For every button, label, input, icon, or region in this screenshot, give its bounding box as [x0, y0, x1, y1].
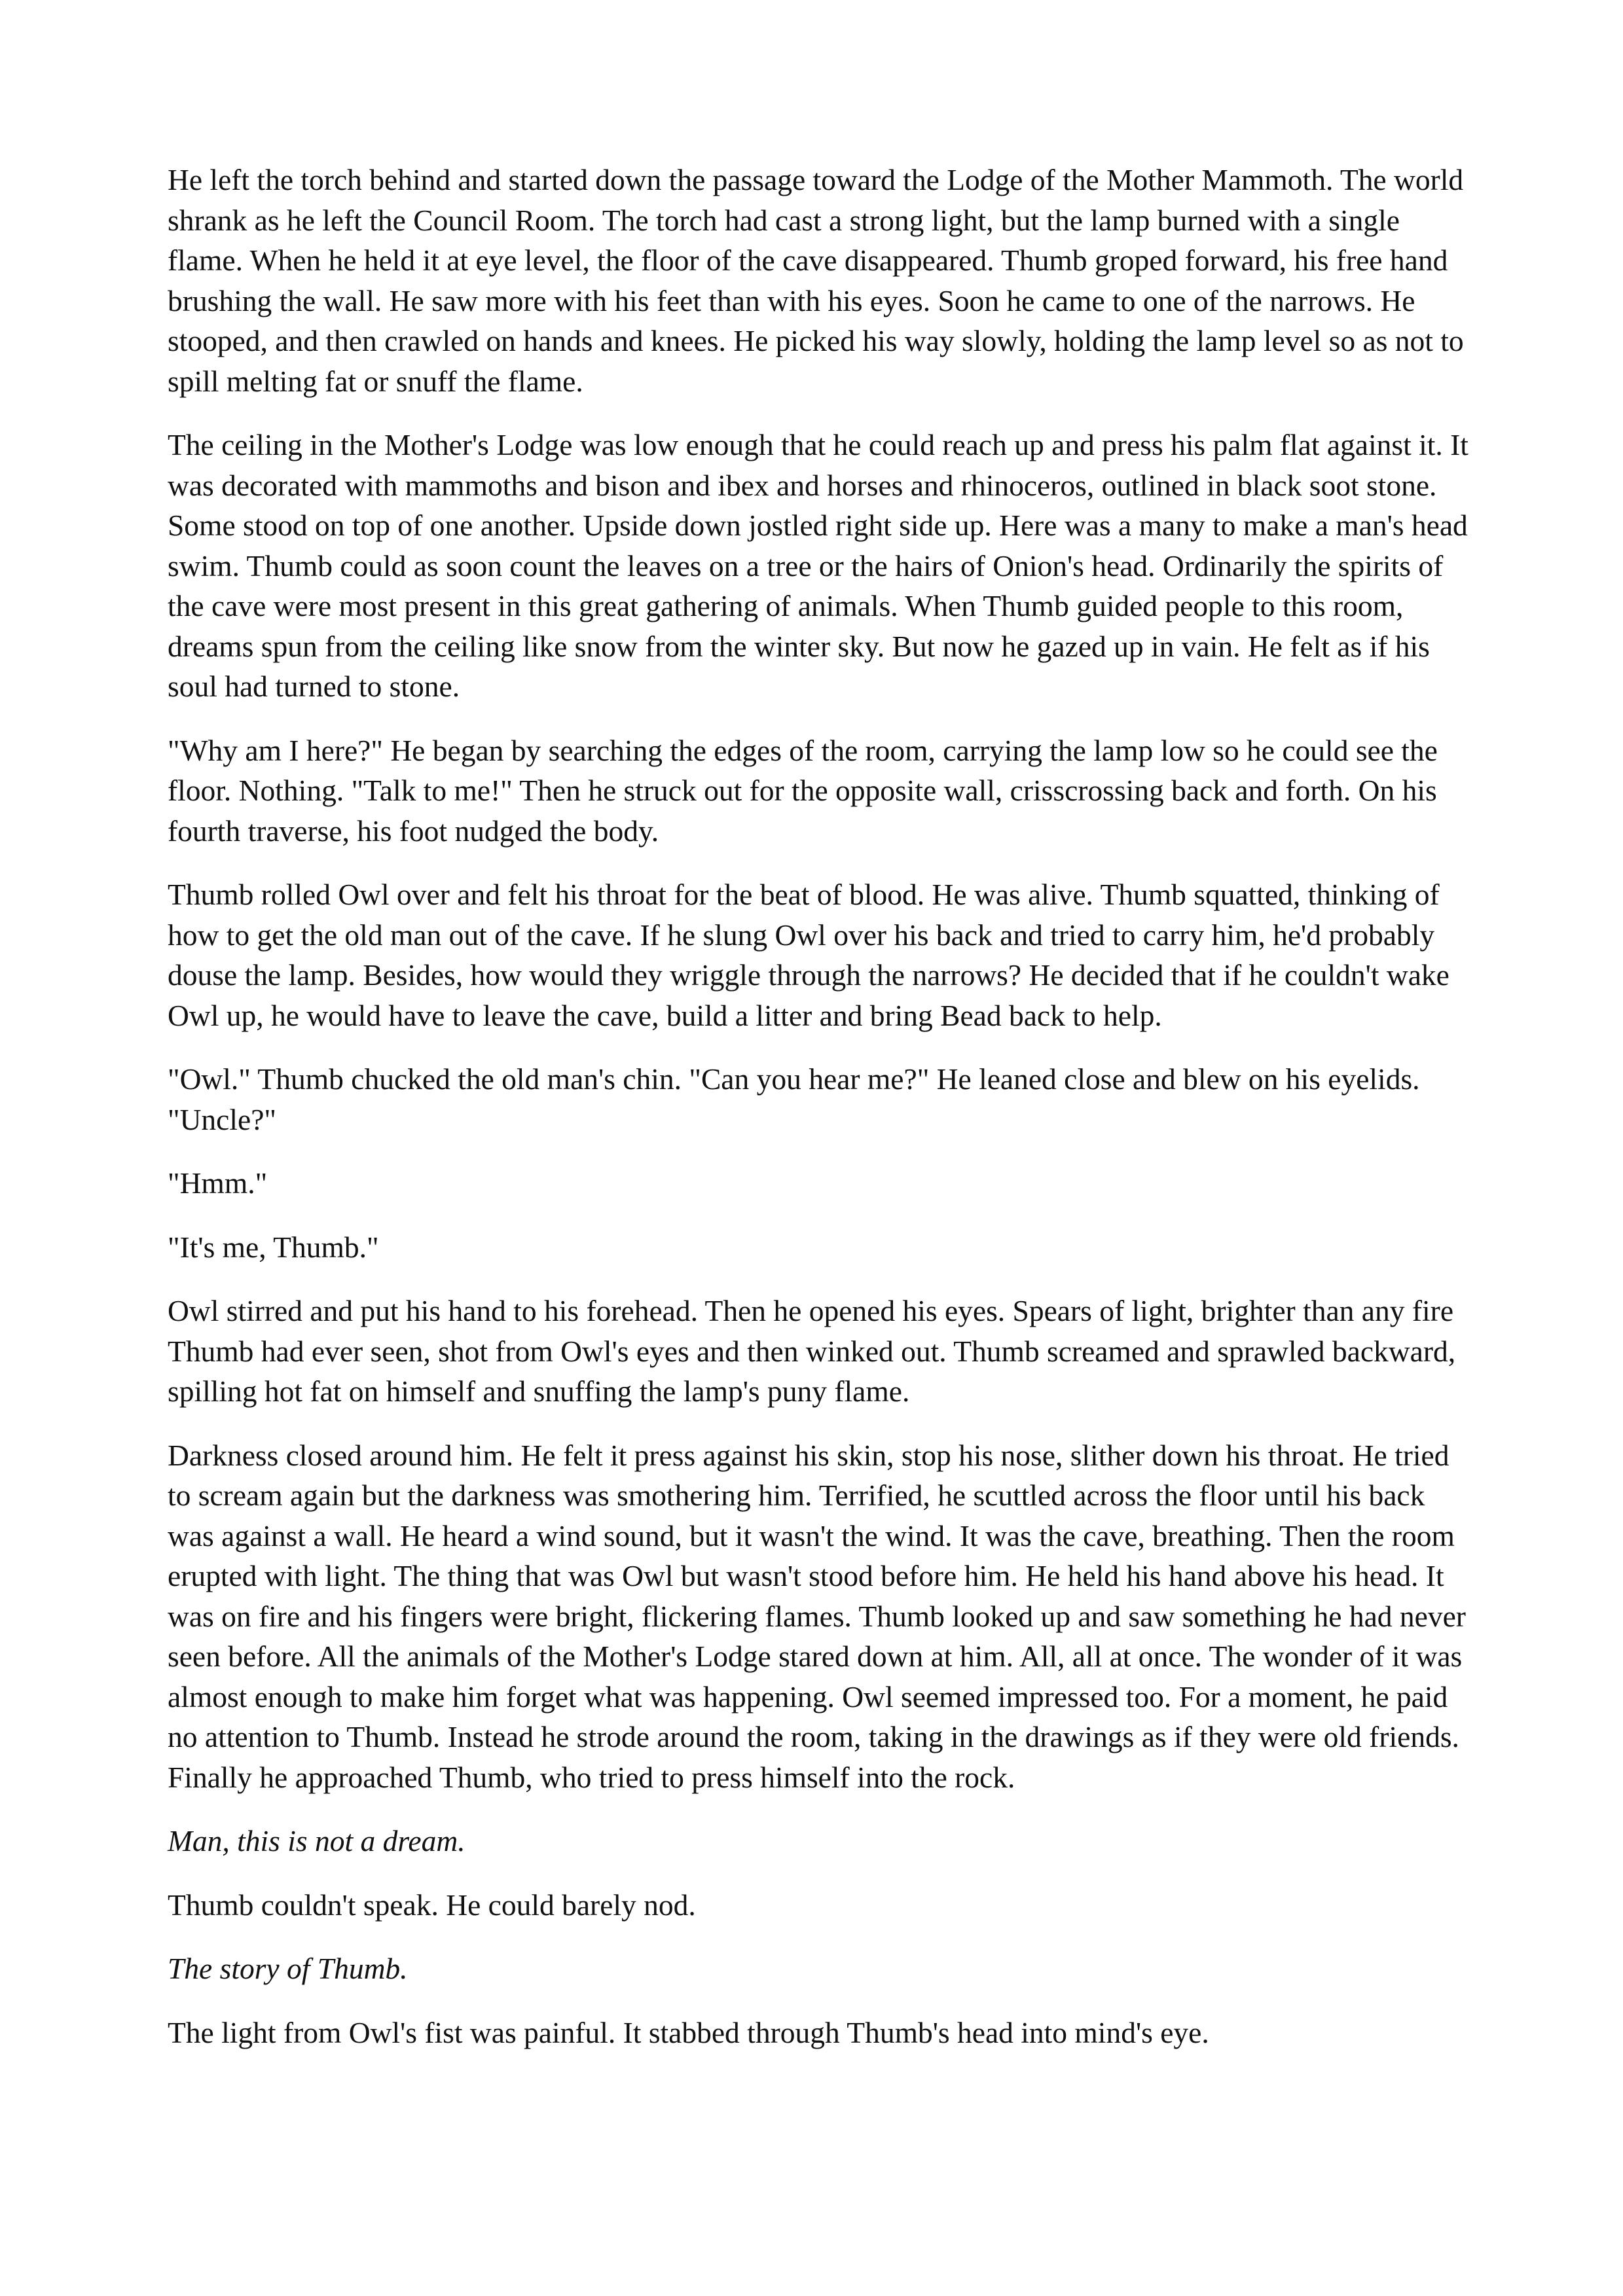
paragraph-7: "It's me, Thumb." [168, 1230, 379, 1264]
paragraph-6: "Hmm." [168, 1166, 268, 1200]
paragraph-13: The light from Owl's fist was painful. It stabbed through Thumb's head into mind's eye. [168, 2015, 1209, 2049]
paragraph-10-italic: Man, this is not a dream. [168, 1824, 465, 1857]
paragraph-2: The ceiling in the Mother's Lodge was low enough that he could reach up and press his palm flat against it. It was decorated with mammoths and bison and ibex and horses and rhinoceros, outlined in black soot stone. Some stood on top of one another. Upside down jostled right side up. Here was a many to make a man's head swim. Thumb could as soon count the leaves on a tree or the hairs of Onion's head. Ordinarily the spirits of the cave were most present in this great gathering of animals. When Thumb guided people to this room, dreams spun from the ceiling like snow from the winter sky. But now he gazed up in vain. He felt as if his soul had turned to stone. [168, 428, 1468, 703]
paragraph-4: Thumb rolled Owl over and felt his throat for the beat of blood. He was alive. Thumb squatted, thinking of how to get the old man out of the cave. If he slung Owl over his back and tried to carry him, he'd probably douse the lamp. Besides, how would they wriggle through the narrows? He decided that if he couldn't wake Owl up, he would have to leave the cave, build a litter and bring Bead back to help. [168, 878, 1450, 1032]
paragraph-8: Owl stirred and put his hand to his forehead. Then he opened his eyes. Spears of light, brighter than any fire Thumb had ever seen, shot from Owl's eyes and then winked out. Thumb screamed and sprawled backward, spilling hot fat on himself and snuffing the lamp's puny flame. [168, 1294, 1456, 1408]
paragraph-11: Thumb couldn't speak. He could barely nod. [168, 1888, 696, 1922]
body-text [168, 160, 1470, 2076]
paragraph-12-italic: The story of Thumb. [168, 1952, 408, 1985]
paragraph-9: Darkness closed around him. He felt it press against his skin, stop his nose, slither down his throat. He tried to scream again but the darkness was smothering him. Terrified, he scuttled across the floor until his back was against a wall. He heard a wind sound, but it wasn't the wind. It was the cave, breathing. Then the room erupted with light. The thing that was Owl but wasn't stood before him. He held his hand above his head. It was on fire and his fingers were bright, flickering flames. Thumb looked up and saw something he had never seen before. All the animals of the Mother's Lodge stared down at him. All, all at once. The wonder of it was almost enough to make him forget what was happening. Owl seemed impressed too. For a moment, he paid no attention to Thumb. Instead he strode around the room, taking in the drawings as if they were old friends. Finally he approached Thumb, who tried to press himself into the rock. [168, 1438, 1466, 1794]
paragraph-1: He left the torch behind and started down the passage toward the Lodge of the Mother Mammoth. The world shrank as he left the Council Room. The torch had cast a strong light, but the lamp burned with a single flame. When he held it at eye level, the floor of the cave disappeared. Thumb groped forward, his free hand brushing the wall. He saw more with his feet than with his eyes. Soon he came to one of the narrows. He stooped, and then crawled on hands and knees. He picked his way slowly, holding the lamp level so as not to spill melting fat or snuff the flame. [168, 163, 1464, 398]
paragraph-3: "Why am I here?" He began by searching the edges of the room, carrying the lamp low so he could see the floor. Nothing. "Talk to me!" Then he struck out for the opposite wall, crisscrossing back and forth. On his fourth traverse, his foot nudged the body. [168, 733, 1438, 848]
paragraph-5: "Owl." Thumb chucked the old man's chin. "Can you hear me?" He leaned close and blew on his eyelids. "Uncle?" [168, 1062, 1420, 1136]
